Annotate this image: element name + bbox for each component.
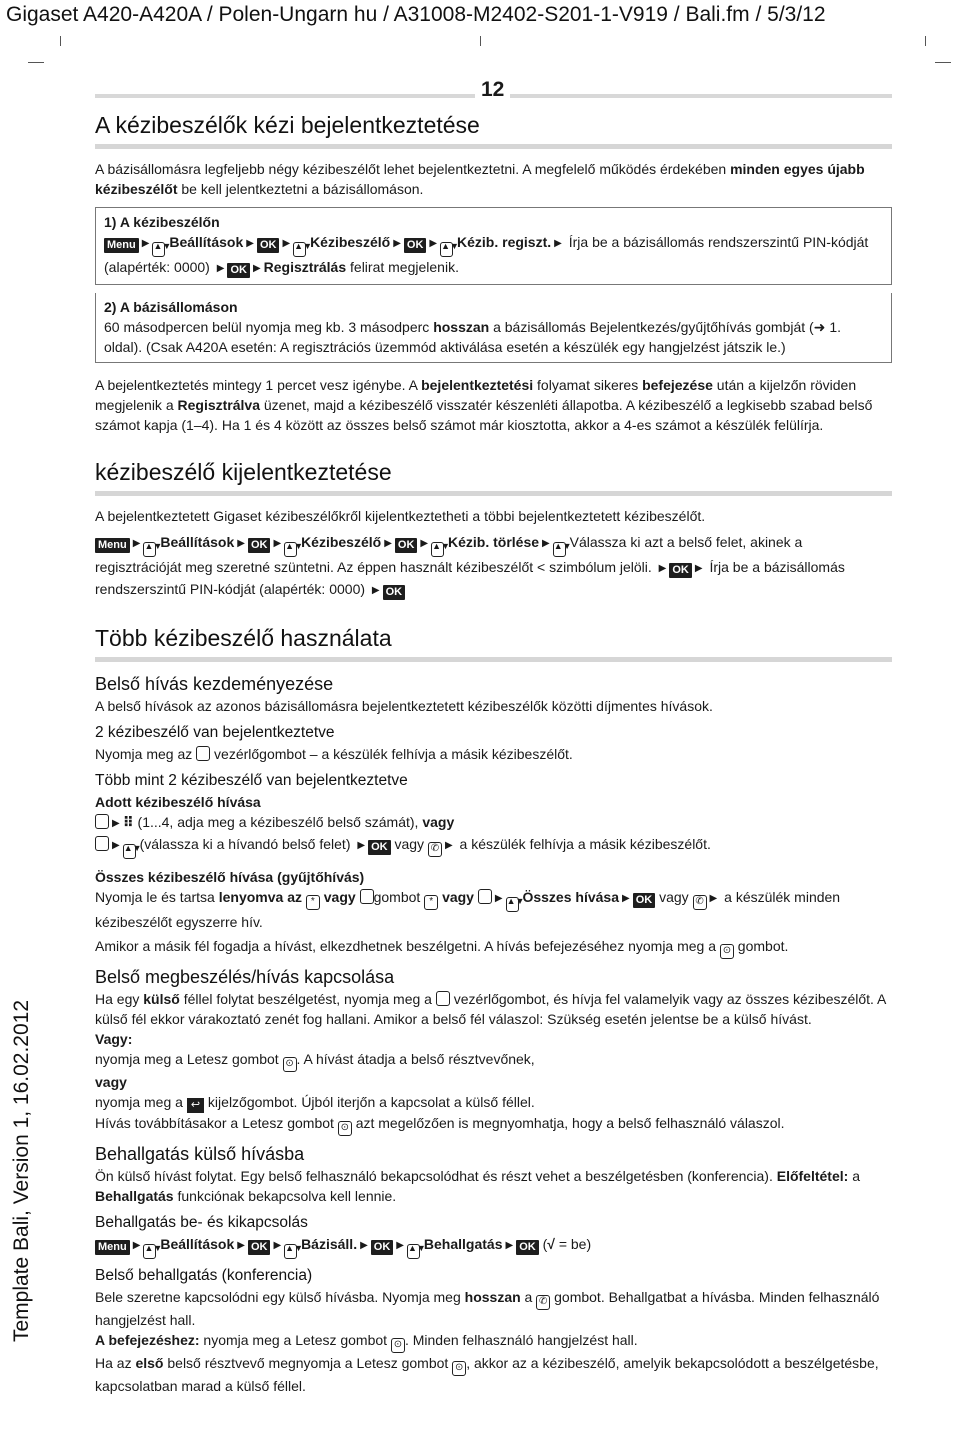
arrow-right-icon: ▶ <box>505 1240 514 1251</box>
registration-intro: A bázisállomásra legfeljebb négy kézibeszélőt lehet bejelentkeztetni. A megfelelő működés érdekében minden egyes újabb kézibeszélőt be kell jelentkeztetni a bázisállomáson. <box>95 161 865 197</box>
star-key-icon: * <box>306 895 320 910</box>
arrow-right-icon: ▶ <box>393 238 401 249</box>
section-title-deregistration: kézibeszélő kijelentkeztetése <box>95 459 392 485</box>
arrow-right-icon: ▶ <box>694 563 703 574</box>
nav-key-icon: ▲▼ <box>440 242 453 257</box>
subheading-two-handsets: 2 kézibeszélő van bejelentkeztetve <box>95 724 335 741</box>
ok-key-icon: OK <box>404 238 427 253</box>
page-content <box>95 80 892 1396</box>
arrow-right-icon: ▶ <box>112 818 120 829</box>
subheading-listen-toggle: Behallgatás be- és kikapcsolás <box>95 1214 308 1231</box>
subheading-internal-call: Belső hívás kezdeményezése <box>95 674 334 694</box>
arrow-right-icon: ▶ <box>132 538 141 549</box>
template-version-label: Template Bali, Version 1, 16.02.2012 <box>10 999 33 1343</box>
conference-first-leaves-text: Ha az első belső résztvevő megnyomja a Letesz gombot ⊙ , akkor az a kézibeszélő, amelyik bekapcsolódott a beszélgetésbe, kapcsolatban marad a külső féllel. <box>95 1355 879 1394</box>
int-key-icon <box>196 746 210 761</box>
listen-in-text: Ön külső hívást folytat. Egy belső felhasználó bekapcsolódhat és részt vehet a beszélgetésben (konferencia). Előfeltétel: a Behallgatás funkciónak bekapcsolva kell lennie. <box>95 1168 860 1204</box>
ok-key-icon: OK <box>248 1240 271 1255</box>
arrow-right-icon: ▶ <box>709 893 718 904</box>
page-number: 12 <box>475 78 510 102</box>
nav-key-icon: ▲▼ <box>553 542 566 557</box>
deregistration-steps: Menu ▶ ▲▼ Beállítások ▶ OK ▶ ▲▼ Kézibeszélő ▶ OK ▶ ▲▼ Kézib. törlése ▶ ▲▼ Válassza ki azt a belső felet, akinek a regisztrációját meg szeretné szüntetni. Az éppen használt kézibeszélőt < szimbólum jelöli. ▶ OK ▶ Írja be a bázisállomás rendszerszintű PIN-kódját (alapérték: 0000) ▶ OK <box>95 534 845 598</box>
arrow-right-icon: ▶ <box>112 840 120 851</box>
digit-keys-icon: ⠿ <box>122 814 134 830</box>
crop-mark <box>28 62 44 63</box>
arrow-right-icon: ▶ <box>252 263 261 274</box>
listen-toggle-steps: Menu ▶ ▲▼ Beállítások ▶ OK ▶ ▲▼ Bázisáll. ▶ OK ▶ ▲▼ Behallgatás ▶ OK (√ = be) <box>95 1234 892 1259</box>
ok-key-icon: OK <box>669 563 692 578</box>
arrow-right-icon: ▶ <box>621 893 630 904</box>
checkmark-icon: √ <box>547 1236 555 1252</box>
arrow-right-icon: ▶ <box>658 563 667 574</box>
nav-key-icon: ▲▼ <box>407 1244 420 1259</box>
int-key-icon <box>436 991 450 1006</box>
arrow-right-icon: ▶ <box>420 538 429 549</box>
arrow-right-icon: ▶ <box>132 1240 141 1251</box>
nav-key-icon: ▲▼ <box>143 542 156 557</box>
step-title-handset: 1) A kézibeszélőn <box>104 214 220 230</box>
int-key-icon <box>95 814 109 829</box>
crop-mark <box>60 36 61 46</box>
end-key-icon: ⊙ <box>452 1361 466 1376</box>
ok-key-icon: OK <box>516 1240 539 1255</box>
section-title-registration: A kézibeszélők kézi bejelentkeztetése <box>95 112 480 138</box>
subheading-listen-in: Behallgatás külső hívásba <box>95 1144 305 1164</box>
int-key-icon <box>360 889 374 904</box>
star-key-icon: * <box>424 895 438 910</box>
crop-mark <box>925 36 926 46</box>
arrow-right-icon: ▶ <box>360 1240 368 1251</box>
step-instructions-handset: Menu ▶ ▲▼ Beállítások ▶ OK ▶ ▲▼ Kézibeszélő ▶ OK ▶ ▲▼ Kézib. regiszt. ▶ Írja be a bázisállomás rendszerszintű PIN-kódját (alapérték: 0000) ▶ OK ▶ Regisztrálás felirat megjelenik. <box>104 234 869 276</box>
ok-key-icon: OK <box>383 585 406 600</box>
deregistration-intro: A bejelentkeztetett Gigaset kézibeszélőkről kijelentkeztetheti a többi bejelentkeztetett kézibeszélőt. <box>95 508 706 524</box>
arrow-right-icon: ▶ <box>384 538 392 549</box>
end-key-icon: ⊙ <box>338 1121 352 1136</box>
ok-key-icon: OK <box>248 538 271 553</box>
nav-key-icon: ▲▼ <box>284 1244 297 1259</box>
arrow-right-icon: ▶ <box>554 238 562 249</box>
talk-key-icon: ✆ <box>536 1295 550 1310</box>
int-key-icon <box>95 836 109 851</box>
nav-key-icon: ▲▼ <box>431 542 444 557</box>
two-handsets-text: Nyomja meg az vezérlőgombot – a készülék felhívja a másik kézibeszélőt. <box>95 746 573 762</box>
transfer-either: Vagy: <box>95 1031 133 1047</box>
arrow-right-icon: ▶ <box>371 585 380 596</box>
call-given-option-2: ▶ ▲▼ (válassza ki a hívandó belső felet) ▶ OK vagy ✆ ▶ a készülék felhívja a másik kézibeszélőt. <box>95 834 892 859</box>
nav-key-icon: ▲▼ <box>152 242 165 257</box>
int-key-icon <box>478 889 492 904</box>
arrow-right-icon: ▶ <box>246 238 254 249</box>
arrow-right-icon: ▶ <box>494 893 503 904</box>
section-rule <box>95 144 892 149</box>
menu-key-icon: Menu <box>104 238 139 253</box>
step-box-base <box>95 293 892 363</box>
heading-call-all: Összes kézibeszélő hívása (gyűjtőhívás) <box>95 869 365 885</box>
ok-key-icon: OK <box>633 893 656 908</box>
arrow-right-icon: ▶ <box>273 538 282 549</box>
crop-mark <box>480 36 481 46</box>
subheading-conference: Belső behallgatás (konferencia) <box>95 1267 313 1284</box>
end-key-icon: ⊙ <box>720 944 734 959</box>
call-given-option-1: ▶ ⠿ (1...4, adja meg a kézibeszélő belső számát), vagy <box>95 812 892 834</box>
arrow-right-icon: ▶ <box>444 840 453 851</box>
talk-key-icon: ✆ <box>428 842 442 857</box>
ok-key-icon: OK <box>395 538 418 553</box>
step-title-base: 2) A bázisállomáson <box>104 299 238 315</box>
ok-key-icon: OK <box>371 1240 394 1255</box>
conference-end-text: A befejezéshez: nyomja meg a Letesz gombot ⊙ . Minden felhasználó hangjelzést hall. <box>95 1330 892 1353</box>
nav-key-icon: ▲▼ <box>284 542 297 557</box>
arrow-right-icon: ▶ <box>273 1240 282 1251</box>
ok-key-icon: OK <box>227 263 250 278</box>
arrow-right-icon: ▶ <box>282 238 291 249</box>
heading-call-given-handset: Adott kézibeszélő hívása <box>95 794 261 810</box>
arrow-right-icon: ▶ <box>396 1240 404 1251</box>
talk-key-icon: ✆ <box>693 895 707 910</box>
arrow-right-icon: ▶ <box>542 538 550 549</box>
menu-key-icon: Menu <box>95 1240 130 1255</box>
arrow-right-icon: ▶ <box>237 1240 245 1251</box>
page-number-line <box>95 80 892 104</box>
end-key-icon: ⊙ <box>391 1338 405 1353</box>
conference-text: Bele szeretne kapcsolódni egy külső hívásba. Nyomja meg hosszan a ✆ gombot. Behallgatbat a hívásba. Minden felhasználó hangjelzést hall. <box>95 1289 880 1328</box>
section-title-multi-handset: Több kézibeszélő használata <box>95 625 392 651</box>
transfer-option-end: nyomja meg a Letesz gombot ⊙ . A hívást átadja a belső résztvevőnek, <box>95 1049 892 1072</box>
subheading-more-handsets: Több mint 2 kézibeszélő van bejelentkeztetve <box>95 772 408 789</box>
transfer-option-back: nyomja meg a ↩ kijelzőgombot. Újból iterjőn a kapcsolat a külső féllel. <box>95 1094 535 1111</box>
transfer-note: Hívás továbbításakor a Letesz gombot ⊙ azt megelőzően is megnyomhatja, hogy a belső felhasználó válaszol. <box>95 1113 892 1136</box>
transfer-or: vagy <box>95 1074 127 1090</box>
ok-key-icon: OK <box>257 238 280 253</box>
nav-key-icon: ▲▼ <box>293 242 306 257</box>
menu-key-icon: Menu <box>95 538 130 553</box>
call-all-end-text: Amikor a másik fél fogadja a hívást, elkezdhetnek beszélgetni. A hívás befejezéséhez nyomja meg a ⊙ gombot. <box>95 936 892 959</box>
arrow-right-icon: ▶ <box>357 840 366 851</box>
internal-call-text: A belső hívások az azonos bázisállomásra bejelentkeztetett kézibeszélők közötti díjmentes hívások. <box>95 698 713 714</box>
arrow-right-icon: ▶ <box>141 238 150 249</box>
ok-key-icon: OK <box>368 840 391 855</box>
subheading-transfer: Belső megbeszélés/hívás kapcsolása <box>95 967 395 987</box>
section-rule <box>95 657 892 662</box>
arrow-right-icon: ▶ <box>429 238 438 249</box>
arrow-right-icon: ▶ <box>216 263 225 274</box>
crop-mark <box>935 62 951 63</box>
page-header: Gigaset A420-A420A / Polen-Ungarn hu / A31008-M2402-S201-1-V919 / Bali.fm / 5/3/12 <box>6 3 826 26</box>
back-key-icon: ↩ <box>187 1098 204 1113</box>
section-rule <box>95 491 892 496</box>
nav-key-icon: ▲▼ <box>123 844 136 859</box>
nav-key-icon: ▲▼ <box>143 1244 156 1259</box>
registration-outro: A bejelentkeztetés mintegy 1 percet vesz igénybe. A bejelentkeztetési folyamat sikeres befejezése után a kijelzőn röviden megjelenik a Regisztrálva üzenet, majd a kézibeszélő visszatér készenléti állapotba. A kézibeszélő a legkisebb szabad belső számot kapja (1–4). Ha 1 és 4 között az összes belső számot már kiosztotta, akkor a 4-es számot a készülék felülírja. <box>95 377 873 433</box>
call-all-text: Nyomja le és tartsa lenyomva az * vagy gombot * vagy ▶ ▲▼ Összes hívása ▶ OK vagy ✆ ▶ a készülék minden kézibeszélőt egyszerre hív. <box>95 889 841 930</box>
end-key-icon: ⊙ <box>283 1057 297 1072</box>
transfer-text: Ha egy külső féllel folytat beszélgetést, nyomja meg a vezérlőgombot, és hívja fel valamelyik vagy az összes kézibeszélőt. A külső fél ekkor várakoztató zenét fog hallani. Amikor a belső fél válaszol: Szükség esetén jelentse be a külső hívást. <box>95 991 886 1027</box>
step-box-handset <box>95 207 892 285</box>
arrow-right-icon: ▶ <box>237 538 245 549</box>
step-instructions-base: 60 másodpercen belül nyomja meg kb. 3 másodperc hosszan a bázisállomás Bejelentkezés/gyűjtőhívás gombját (➜ 1. oldal). (Csak A420A esetén: A regisztrációs üzemmód aktiválása esetén a készülék egy hangjelzést játszik le.) <box>104 319 842 355</box>
nav-key-icon: ▲▼ <box>506 897 519 912</box>
